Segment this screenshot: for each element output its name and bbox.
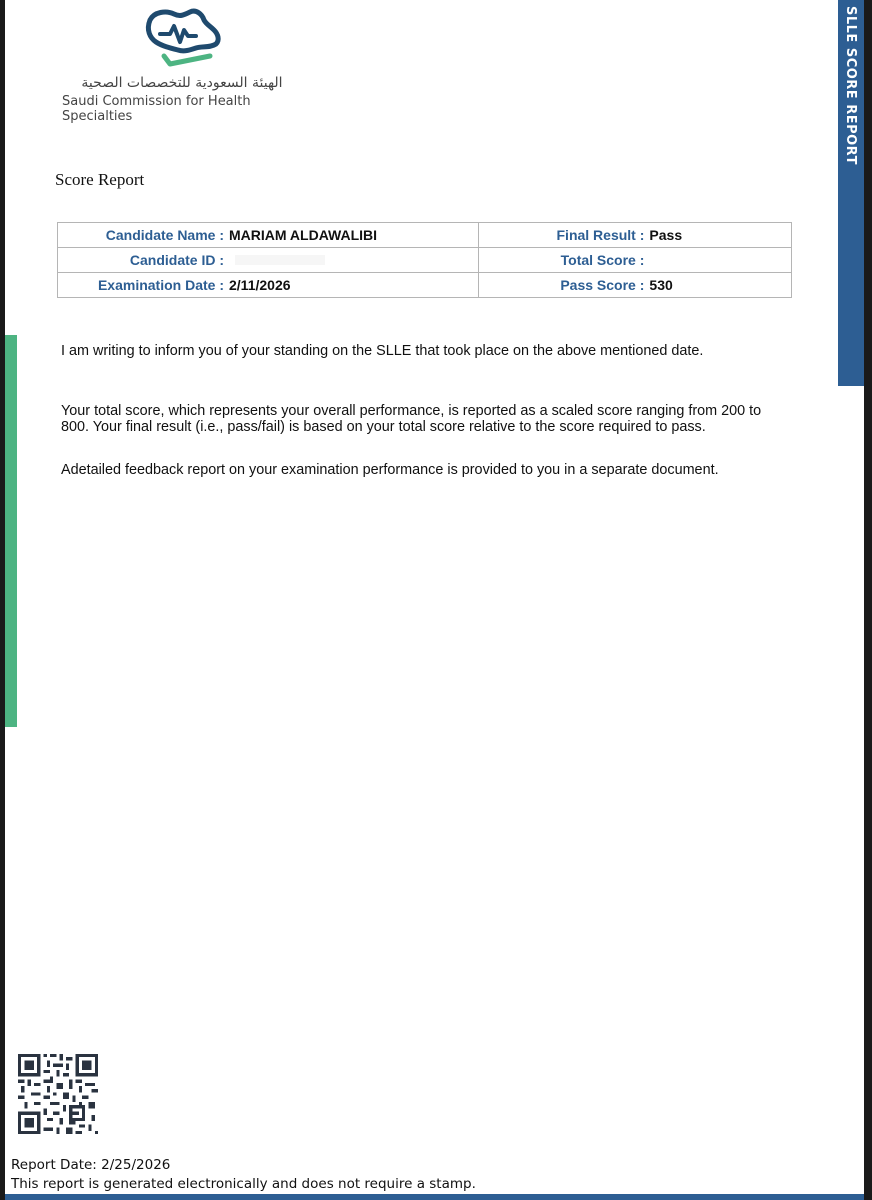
org-name-english: Saudi Commission for Health Specialties <box>62 94 251 124</box>
side-ribbon-label-wrap <box>838 0 864 386</box>
body-paragraph-3: Adetailed feedback report on your examination performance is provided to you in a separate document. <box>61 462 719 478</box>
candidate-info-table <box>57 222 792 298</box>
org-name-arabic: الهيئة السعودية للتخصصات الصحية <box>81 75 283 91</box>
green-accent-bar <box>5 335 17 727</box>
total-score-label: Total Score : <box>560 252 645 268</box>
table-cell <box>58 273 479 298</box>
table-cell <box>479 273 792 298</box>
pass-score-label: Pass Score : <box>560 277 645 293</box>
scfhs-logo-icon <box>140 6 228 72</box>
final-result-value: Pass <box>649 227 683 243</box>
candidate-name-label: Candidate Name : <box>105 227 224 243</box>
page-edge-right <box>864 0 872 1200</box>
report-date: Report Date: 2/25/2026 <box>11 1157 171 1173</box>
table-cell <box>479 223 792 248</box>
qr-code-icon <box>18 1054 98 1134</box>
electronic-note: This report is generated electronically and does not require a stamp. <box>11 1176 476 1192</box>
body-paragraph-2: Your total score, which represents your overall performance, is reported as a scaled score ranging from 200 to 800. Your final result (i.e., pass/fail) is based on your total score relative to the score required to pass. <box>61 403 762 435</box>
report-title: Score Report <box>55 170 145 189</box>
pass-score-value: 530 <box>649 277 673 293</box>
table-cell <box>58 223 479 248</box>
table-row <box>58 223 792 248</box>
final-result-label: Final Result : <box>556 227 645 243</box>
candidate-name-value: MARIAM ALDAWALIBI <box>229 227 378 243</box>
table-row <box>58 273 792 298</box>
bottom-accent-bar <box>5 1194 864 1200</box>
exam-date-label: Examination Date : <box>97 277 224 293</box>
candidate-id-label: Candidate ID : <box>129 252 224 268</box>
table-row <box>58 248 792 273</box>
table-cell <box>58 248 479 273</box>
table-cell <box>479 248 792 273</box>
redacted-area <box>235 255 325 265</box>
exam-date-value: 2/11/2026 <box>229 277 291 293</box>
body-paragraph-1: I am writing to inform you of your standing on the SLLE that took place on the above mentioned date. <box>61 343 704 359</box>
side-ribbon-label: SLLE SCORE REPORT <box>843 6 858 165</box>
